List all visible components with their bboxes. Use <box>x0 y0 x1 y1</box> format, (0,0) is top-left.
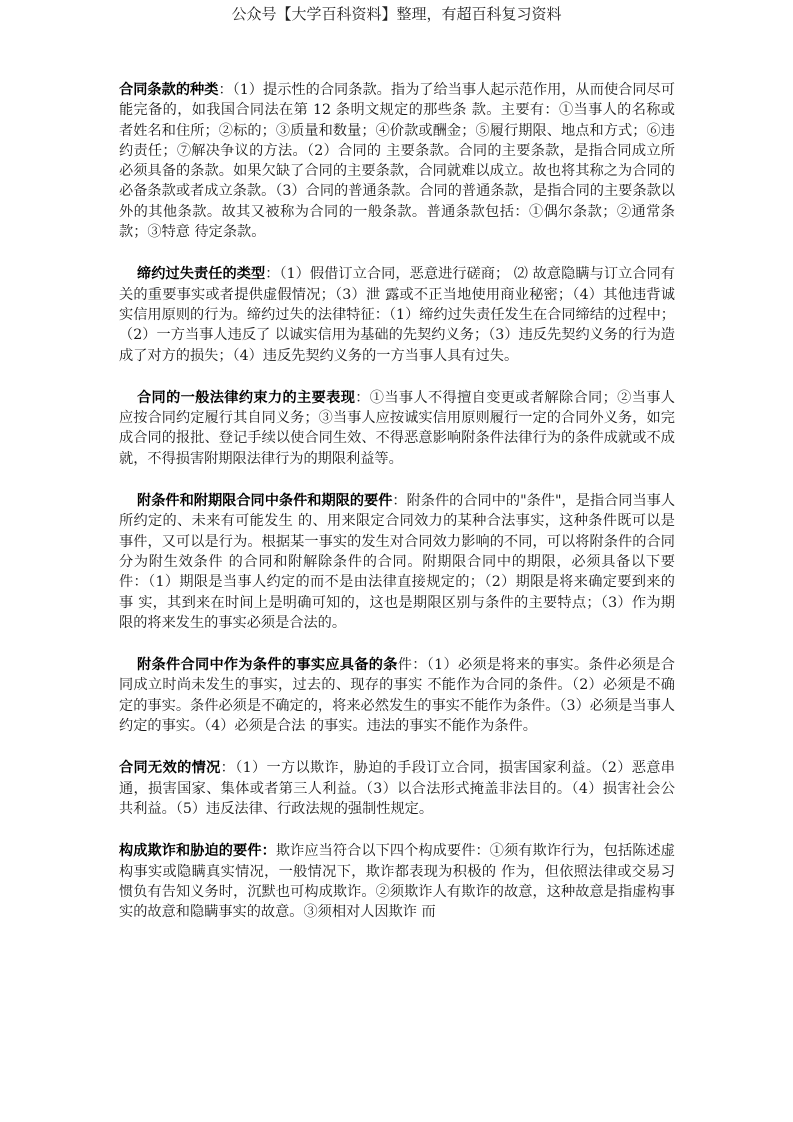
paragraph-contract-terms <box>119 80 675 242</box>
body-condition-term: ：附条件的合同中的"条件"，是指合同当事人所约定的、未来有可能发生 的、用来限定合同效力的某种合法事实，这种条件既可以是事件，又可以是行为。根据某一事实的发生对合同效力影响的不同，可以将附条件的合同分为附生效条件 的合同和附解除条件的合同。附期限合同中的期限，必须具备以下要件：（1）期限是当事人约定的而不是由法律直接规定的；（2）期限是将来确定要到来的事 实，其到来在时间上是明确可知的，这也是期限区别与条件的主要特点；（3）作为期限的将来发生的事实必须是合法的。 <box>119 493 676 631</box>
body-fraud-duress: 欺诈应当符合以下四个构成要件：①须有欺诈行为，包括陈述虚构事实或隐瞒真实情况，一般情况下，欺诈都表现为积极的 作为，但依照法律或交易习惯负有告知义务时，沉默也可构成欺诈。②须欺诈人有欺诈的故意，这种故意是指虚构事实的故意和隐瞒事实的故意。③须相对人因欺诈 而 <box>119 843 675 921</box>
paragraph-binding-force <box>119 388 675 469</box>
heading-condition-facts: 附条件合同中作为条件的事实应具备的条 <box>137 657 398 674</box>
page-header: 公众号【大学百科资料】整理，有超百科复习资料 <box>231 5 562 23</box>
heading-condition-term: 附条件和附期限合同中条件和期限的要件 <box>137 493 393 510</box>
paragraph-condition-term <box>119 491 675 633</box>
paragraph-culpa-in-contrahendo <box>119 264 675 365</box>
heading-contract-terms: 合同条款的种类 <box>119 82 219 98</box>
body-contract-terms: ：（1）提示性的合同条款。指为了给当事人起示范作用，从而使合同尽可能完备的，如我国合同法在第 12 条明文规定的那些条 款。主要有：①当事人的名称或者姓名和住所；②标的；③质量和数量；④价款或酬金；⑤履行期限、地点和方式；⑥违约责任；⑦解决争议的方法。（2）合同的 主要条款。合同的主要条款，是指合同成立所必须具备的条款。如果欠缺了合同的主要条款，合同就难以成立。故也将其称之为合同的必备条款或者成立条款。（3）合同的普通条款。合同的普通条款，是指合同的主要条款以外的其他条款。故其又被称为合同的一般条款。普通条款包括：①偶尔条款；②通常条款；③特意 待定条款。 <box>119 82 675 241</box>
heading-binding-force: 合同的一般法律约束力的主要表现 <box>137 389 356 406</box>
heading-culpa-in-contrahendo: 缔约过失责任的类型 <box>137 266 266 283</box>
body-condition-facts: 件：（1）必须是将来的事实。条件必须是合同成立时尚未发生的事实，过去的、现存的事实 不能作为合同的条件。（2）必须是不确定的事实。条件必须是不确定的，将来必然发生的事实不能作为条件。（3）必须是当事人约定的事实。（4）必须是合法 的事实。违法的事实不能作为条件。 <box>119 657 675 735</box>
body-culpa-in-contrahendo: ：（1）假借订立合同，恶意进行磋商； ⑵ 故意隐瞒与订立合同有关的重要事实或者提供虚假情况；（3）泄 露或不正当地使用商业秘密；（4）其他违背诚实信用原则的行为。缔约过失的法律特征：（1）缔约过失责任发生在合同缔结的过程中；（2）一方当事人违反了 以诚实信用为基础的先契约义务；（3）违反先契约义务的行为造成了对方的损失；（4）违反先契约义务的一方当事人具有过失。 <box>119 266 675 364</box>
heading-void-contract: 合同无效的情况 <box>119 760 221 777</box>
document-body <box>119 80 675 944</box>
body-void-contract: ：（1）一方以欺诈，胁迫的手段订立合同，损害国家利益。（2）恶意串通，损害国家、集体或者第三人利益。（3）以合法形式掩盖非法目的。（4）损害社会公共利益。（5）违反法律、行政法规的强制性规定。 <box>119 760 675 817</box>
paragraph-condition-facts <box>119 655 675 736</box>
heading-fraud-duress: 构成欺诈和胁迫的要件： <box>119 843 276 860</box>
paragraph-void-contract <box>119 758 675 819</box>
paragraph-fraud-duress <box>119 841 675 922</box>
body-binding-force: ：①当事人不得擅自变更或者解除合同；②当事人应按合同约定履行其自同义务；③当事人应按诚实信用原则履行一定的合同外义务，如完成合同的报批、登记手续以使合同生效、不得恶意影响附条件法律行为的条件成就或不成就，不得损害附期限法律行为的期限利益等。 <box>119 389 675 467</box>
